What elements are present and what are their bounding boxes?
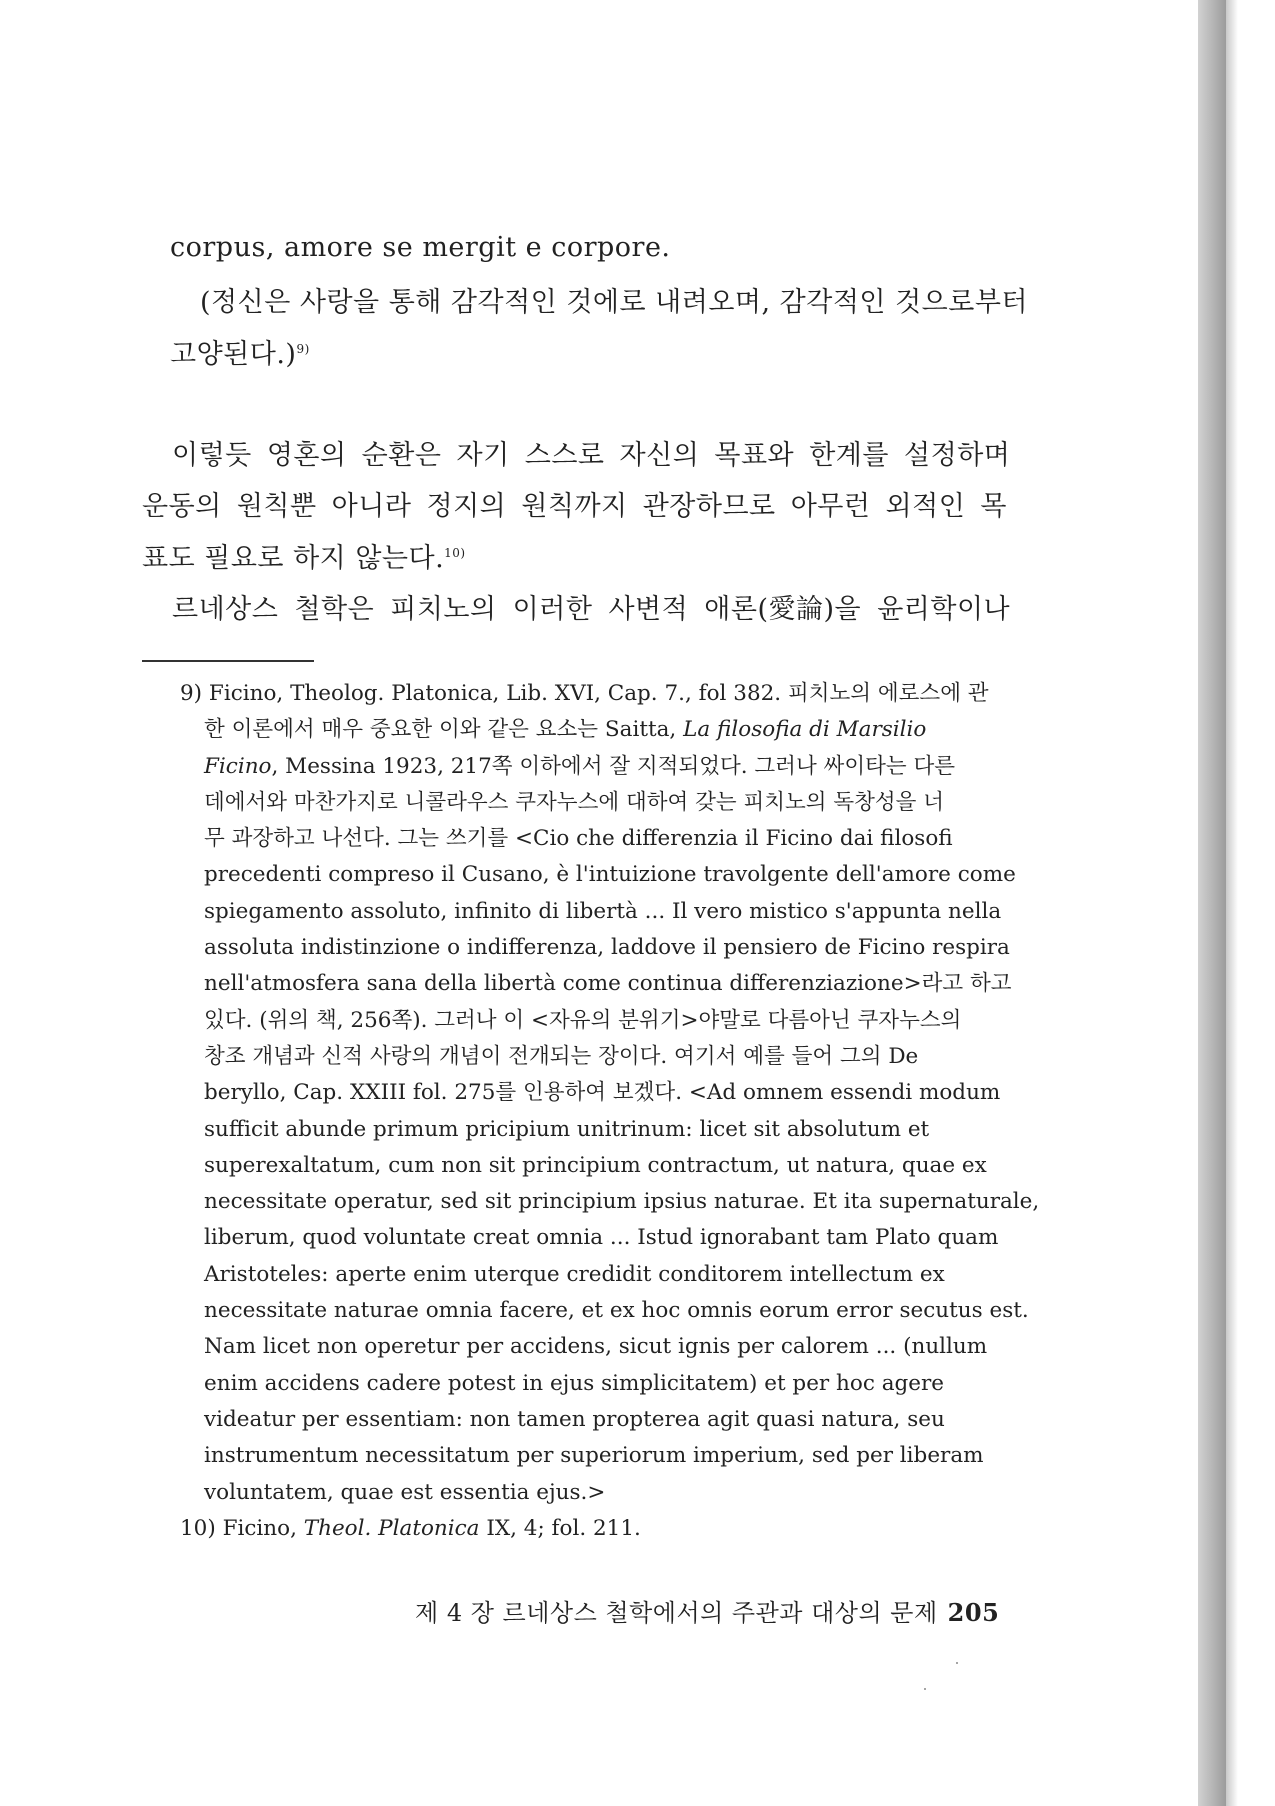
footnote-9-book-title: La filosofia di Marsilio <box>683 717 927 743</box>
quote-korean-line-2 <box>170 332 310 371</box>
footnote-9-line: precedenti compreso il Cusano, è l'intuizione travolgente dell'amore come <box>204 862 1016 888</box>
footnote-9-line: necessitate naturae omnia facere, et ex hoc omnis eorum error secutus est. <box>204 1298 1029 1324</box>
footnote-9-line: Nam licet non operetur per accidens, sicut ignis per calorem ... (nullum <box>204 1334 988 1360</box>
footnote-9-line: beryllo, Cap. XXIII fol. 275를 인용하여 보겠다. <Ad omnem essendi modum <box>204 1080 1001 1106</box>
footnote-10-book-title: Theol. Platonica <box>303 1515 480 1541</box>
footnote-9-line: 창조 개념과 신적 사랑의 개념이 전개되는 장이다. 여기서 예를 들어 그의 De <box>204 1043 919 1069</box>
footnote-9 <box>180 676 1060 1547</box>
quote-korean-line-1: (정신은 사랑을 통해 감각적인 것에로 내려오며, 감각적인 것으로부터 <box>200 287 1028 318</box>
scan-speck <box>956 1662 958 1664</box>
running-footer <box>415 1593 999 1628</box>
footnote-9-text: Ficino, Theolog. Platonica, Lib. XVI, Cap. 7., fol 382. 피치노의 에로스에 관 <box>208 681 989 706</box>
footnote-10-number: 10) <box>180 1515 216 1541</box>
footnote-10-text: IX, 4; fol. 211. <box>479 1515 641 1541</box>
body-paragraph-line-3-text: 표도 필요로 하지 않는다. <box>142 543 445 574</box>
footnote-separator <box>142 660 314 662</box>
footnote-9-line: videatur per essentiam: non tamen propterea agit quasi natura, seu <box>204 1406 945 1432</box>
quote-korean-line-2-text: 고양된다.) <box>170 339 297 370</box>
footnote-10-text: Ficino, <box>222 1515 304 1541</box>
footnote-9-line: 있다. (위의 책, 256쪽). 그러나 이 <자유의 분위기>야말로 다름아닌 쿠자누스의 <box>204 1007 962 1033</box>
footnote-9-line: spiegamento assoluto, infinito di libertà ... Il vero mistico s'appunta nella <box>204 898 1002 924</box>
scan-speck <box>924 1688 926 1690</box>
footnote-9-text: , Messina 1923, 217쪽 이하에서 잘 지적되었다. 그러나 싸이타는 다른 <box>271 753 956 779</box>
footnote-9-line: 데에서와 마찬가지로 니콜라우스 쿠자누스에 대하여 갖는 피치노의 독창성을 너 <box>204 789 945 815</box>
footnote-9-line: superexaltatum, cum non sit principium contractum, ut natura, quae ex <box>204 1152 987 1178</box>
body-paragraph-line-1: 이렇듯 영혼의 순환은 자기 스스로 자신의 목표와 한계를 설정하며 <box>172 440 1011 471</box>
body-paragraph-line-3 <box>142 536 466 575</box>
footnote-9-number: 9) <box>180 681 203 706</box>
footnote-ref-10[interactable]: 10) <box>444 546 466 560</box>
quote-latin-line: corpus, amore se mergit e corpore. <box>170 232 671 263</box>
footnote-9-line: necessitate operatur, sed sit principium ipsius naturae. Et ita supernaturale, <box>204 1189 1040 1215</box>
page-number: 205 <box>947 1598 1000 1627</box>
footnote-9-line: voluntatem, quae est essentia ejus.> <box>204 1479 606 1505</box>
footnote-9-line <box>180 712 1060 748</box>
footnote-9-line <box>180 676 1060 712</box>
footnote-9-line: 무 과장하고 나선다. 그는 쓰기를 <Cio che differenzia il Ficino dai filosofi <box>204 826 953 852</box>
body-paragraph-line-2: 운동의 원칙뿐 아니라 정지의 원칙까지 관장하므로 아무런 외적인 목 <box>142 491 1007 522</box>
footnote-9-book-title: Ficino <box>204 753 272 779</box>
footnote-9-line <box>180 749 1060 785</box>
footnote-10 <box>180 1511 1060 1547</box>
footnote-9-line: sufficit abunde primum pricipium unitrinum: licet sit absolutum et <box>204 1116 930 1142</box>
page-stack-edge <box>1198 0 1226 1806</box>
footnote-9-line: assoluta indistinzione o indifferenza, laddove il pensiero de Ficino respira <box>204 935 1010 961</box>
footnote-9-text: 한 이론에서 매우 중요한 이와 같은 요소는 Saitta, <box>204 717 684 743</box>
page-shadow <box>1226 0 1238 1806</box>
chapter-title: 제 4 장 르네상스 철학에서의 주관과 대상의 문제 <box>415 1599 938 1627</box>
footnote-ref-9[interactable]: 9) <box>296 342 310 356</box>
footnote-9-line: enim accidens cadere potest in ejus simplicitatem) et per hoc agere <box>204 1370 944 1396</box>
footnote-9-line: nell'atmosfera sana della libertà come continua differenziazione>라고 하고 <box>204 971 1012 997</box>
footnote-9-line: instrumentum necessitatum per superiorum imperium, sed per liberam <box>204 1443 984 1469</box>
footnote-9-line: Aristoteles: aperte enim uterque credidit conditorem intellectum ex <box>204 1261 945 1287</box>
body-paragraph-line-4: 르네상스 철학은 피치노의 이러한 사변적 애론(愛論)을 윤리학이나 <box>172 594 1011 625</box>
footnote-9-line: liberum, quod voluntate creat omnia ... Istud ignorabant tam Plato quam <box>204 1225 999 1251</box>
